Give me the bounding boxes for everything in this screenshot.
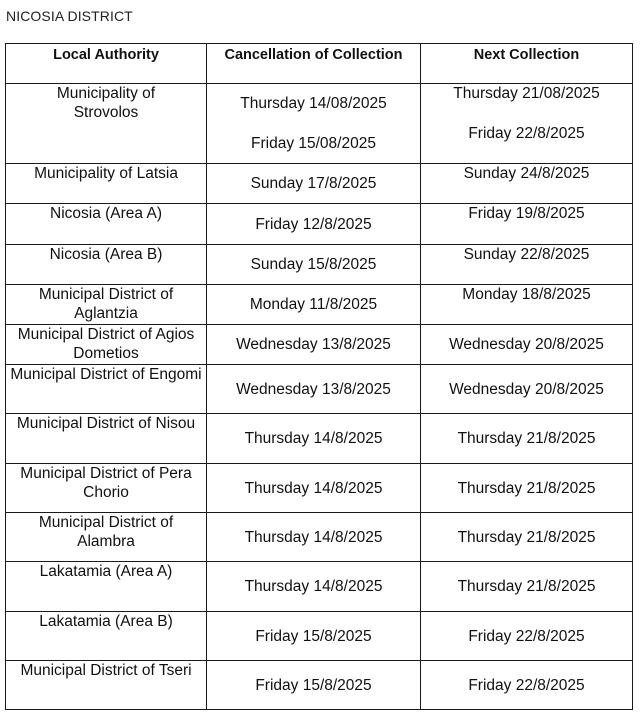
next-date: Thursday 21/08/2025: [453, 85, 600, 102]
page-title: NICOSIA DISTRICT: [6, 8, 133, 24]
cell-authority: Municipal District of Aglantzia: [6, 285, 207, 325]
table-header-row: [6, 44, 633, 84]
authority-label: Municipality of Strovolos: [56, 85, 156, 121]
table-row: [6, 612, 633, 661]
cell-authority: [6, 84, 207, 164]
cell-next: Sunday 24/8/2025: [421, 164, 633, 204]
cell-next: Thursday 21/8/2025: [421, 414, 633, 464]
cell-cancellation: Thursday 14/8/2025: [207, 414, 421, 464]
cell-next: Thursday 21/8/2025: [421, 513, 633, 562]
cell-cancellation: Sunday 15/8/2025: [207, 245, 421, 285]
header-local-authority: Local Authority: [6, 44, 207, 84]
cell-next: Monday 18/8/2025: [421, 285, 633, 325]
table-row: [6, 285, 633, 325]
cell-authority: Lakatamia (Area B): [6, 612, 207, 661]
cell-cancellation: Thursday 14/8/2025: [207, 464, 421, 513]
table-row: [6, 325, 633, 365]
cell-next: Wednesday 20/8/2025: [421, 365, 633, 414]
table-row: [6, 464, 633, 513]
cell-next: Sunday 22/8/2025: [421, 245, 633, 285]
cell-cancellation: Wednesday 13/8/2025: [207, 365, 421, 414]
cell-next: Friday 22/8/2025: [421, 612, 633, 661]
table-row: [6, 365, 633, 414]
table-row: [6, 414, 633, 464]
header-cancellation: Cancellation of Collection: [207, 44, 421, 84]
cell-authority: Lakatamia (Area A): [6, 562, 207, 612]
table-row: [6, 562, 633, 612]
cell-authority: Municipal District of Nisou: [6, 414, 207, 464]
cell-authority: Municipality of Latsia: [6, 164, 207, 204]
table-row: [6, 84, 633, 164]
cell-authority: Municipal District of Tseri: [6, 661, 207, 710]
cell-authority: Municipal District of Agios Dometios: [6, 325, 207, 365]
table-row: [6, 204, 633, 245]
cell-cancellation: Thursday 14/8/2025: [207, 513, 421, 562]
cell-cancellation: Sunday 17/8/2025: [207, 164, 421, 204]
cell-next: Wednesday 20/8/2025: [421, 325, 633, 365]
table-row: [6, 513, 633, 562]
table-row: [6, 164, 633, 204]
table-row: [6, 661, 633, 710]
table-row: [6, 245, 633, 285]
collection-schedule-table: [5, 43, 633, 710]
cell-next: Friday 19/8/2025: [421, 204, 633, 245]
cell-authority: Nicosia (Area A): [6, 204, 207, 245]
cell-next: Thursday 21/8/2025: [421, 562, 633, 612]
next-date: Friday 22/8/2025: [468, 125, 585, 142]
cancellation-date: Thursday 14/08/2025: [240, 95, 387, 112]
cell-cancellation: [207, 84, 421, 164]
cell-authority: Nicosia (Area B): [6, 245, 207, 285]
cell-authority: Municipal District of Pera Chorio: [6, 464, 207, 513]
cancellation-date: Friday 15/08/2025: [251, 135, 376, 152]
cell-authority: Municipal District of Alambra: [6, 513, 207, 562]
cell-next: Thursday 21/8/2025: [421, 464, 633, 513]
cell-cancellation: Monday 11/8/2025: [207, 285, 421, 325]
cell-authority: Municipal District of Engomi: [6, 365, 207, 414]
cell-cancellation: Thursday 14/8/2025: [207, 562, 421, 612]
cell-cancellation: Friday 15/8/2025: [207, 612, 421, 661]
cell-cancellation: Friday 12/8/2025: [207, 204, 421, 245]
header-next-collection: Next Collection: [421, 44, 633, 84]
cell-cancellation: Friday 15/8/2025: [207, 661, 421, 710]
cell-next: Friday 22/8/2025: [421, 661, 633, 710]
cell-cancellation: Wednesday 13/8/2025: [207, 325, 421, 365]
cell-next: [421, 84, 633, 164]
